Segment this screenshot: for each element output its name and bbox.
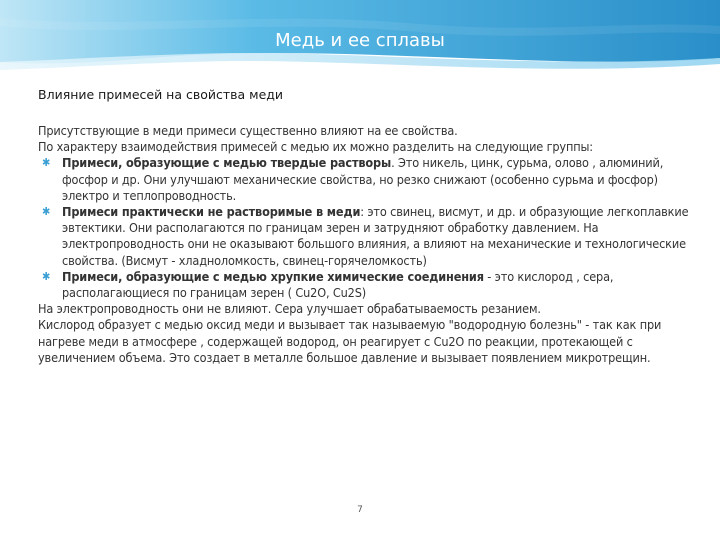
bullet-bold: Примеси, образующие с медью хрупкие химические соединения xyxy=(62,268,484,284)
bullet-item xyxy=(38,269,698,301)
asterisk-icon: ✱ xyxy=(42,269,51,283)
slide-title: Медь и ее сплавы xyxy=(275,30,445,51)
body-text xyxy=(38,123,698,366)
bullet-item xyxy=(38,155,698,204)
subtitle: Влияние примесей на свойства меди xyxy=(38,87,284,102)
bullet-text: : это свинец, висмут, и др. и образующие легкоплавкие эвтектики. Они располагаются по границам зерен и затрудняют обработку давлением. На электропроводность они не оказывают большого влияния, а влияют на механические и технологические свойства. (Висмут - хладноломкость, свинец-горячеломкость) xyxy=(62,204,689,268)
intro-line-2: По характеру взаимодействия примесей с медью их можно разделить на следующие группы: xyxy=(38,139,593,155)
paragraph-2: Кислород образует с медью оксид меди и вызывает так называемую "водородную болезнь" - так как при нагреве меди в атмосфере , содержащей водород, он реагирует с Cu2O по реакции, протекающей с увеличением объема. Это создает в металле большое давление и вызывает появлением микротрещин. xyxy=(38,317,662,365)
asterisk-icon: ✱ xyxy=(42,156,51,170)
paragraph-1: На электропроводность они не влияют. Сера улучшает обрабатываемость резанием. xyxy=(38,301,541,317)
header-band xyxy=(0,0,720,80)
asterisk-icon: ✱ xyxy=(42,205,51,219)
bullet-text: . Это никель, цинк, сурьма, олово , алюминий, фосфор и др. Они улучшают механические свойства, но резко снижают (особенно сурьма и фосфор) электро и теплопроводность. xyxy=(62,155,664,203)
bullet-item xyxy=(38,204,698,269)
page-number: 7 xyxy=(357,505,363,515)
bullet-bold: Примеси, образующие с медью твердые растворы xyxy=(62,155,392,171)
bullet-bold: Примеси практически не растворимые в меди xyxy=(62,204,361,220)
bullet-text: - это кислород , сера, располагающиеся по границам зерен ( Cu2O, Cu2S) xyxy=(62,268,614,301)
intro-line-1: Присутствующие в меди примеси существенно влияют на ее свойства. xyxy=(38,123,458,138)
